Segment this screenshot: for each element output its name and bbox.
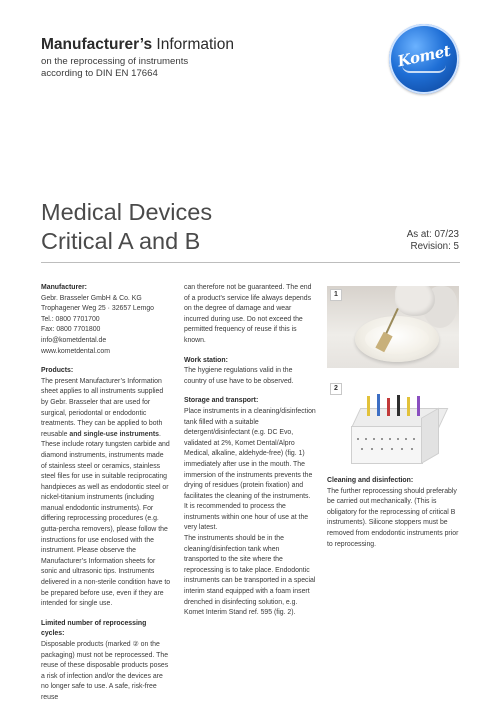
manufacturer-heading: Manufacturer: [41,284,87,291]
continued-text: can therefore not be guaranteed. The end of a product’s service life always depends on the degree of damage and wear incurred during use. Do not exceed the permitted frequency of reuse if this is known. [184,284,312,344]
gloved-hand [395,286,435,316]
instrument-handle [397,395,400,416]
instrument-handle [387,398,390,416]
manufacturer-line: Fax: 0800 7701800 [41,326,101,334]
instrument-handle [407,397,410,416]
storage-heading: Storage and transport: [184,397,259,405]
disinfectant-fluid [365,324,429,354]
logo-text: Komet [395,41,453,71]
stand-hole [411,448,413,450]
stand-front [351,426,423,464]
stand-hole [361,448,363,450]
manufacturer-line: Trophagener Weg 25 · 32657 Lemgo [41,305,155,313]
figure-1-label: 1 [330,289,342,301]
stand-hole [381,448,383,450]
manufacturer-line: Gebr. Brasseler GmbH & Co. KG [41,294,142,302]
cleaning-text: The further reprocessing should preferably be carried out mechanically. (This is obligatory for the reprocessing of critical B instruments). Silicone stoppers must be removed from endodontic instruments prior to reprocessing. [327,487,459,548]
stand-hole [405,438,407,440]
stand-hole [391,448,393,450]
title-rest: Information [152,36,234,53]
instrument-handle [377,394,380,416]
cleaning-heading: Cleaning and disinfection: [327,477,414,484]
column-3 [327,476,459,550]
storage-text: Place instruments in a cleaning/disinfection tank filled with a suitable detergent/disinfectant (e.g. DC Evo, validated at 2%, Komet Dental/Alpro Medical, alkaline, aldehyde-free) (fig. 1) immediately after use in the mouth. The immersion of the instruments prevents the drying of residues (protein fixation) and facilitates the cleaning of the instruments. It is recommended to process the instruments within one hour of use at the very latest. [184,407,316,532]
revision: Revision: 5 [410,241,459,252]
limited-cycles-text: Disposable products (marked ② on the packaging) must not be reprocessed. The reuse of these disposable products poses a risk of infection and/or the devices are no longer safe to use. A safe, risk-free reuse [41,641,169,701]
products-text-bold: and single-use instruments [69,430,159,438]
stand-side [421,408,439,464]
figure-2-photo [327,380,459,470]
limited-cycles-heading: Limited number of reprocessing cycles: [41,619,147,638]
products-heading: Products: [41,367,74,375]
products-text [41,377,171,610]
work-station-heading: Work station: [184,356,228,364]
stand-hole [365,438,367,440]
column-2 [184,283,316,619]
stand-hole [413,438,415,440]
logo-swoosh [402,65,446,73]
doc-title-line-2: Critical A and B [41,228,201,254]
manufacturer-line: info@kometdental.de [41,336,107,344]
manufacturer-line: Tel.: 0800 7701700 [41,315,100,323]
products-text-a: The present Manufacturer’s Information sheet applies to all instruments supplied by Gebr. Brasseler that are used for surgical, periodontal or endodontic treatments. They can be applied to both reusable [41,377,164,438]
interim-stand [351,408,437,464]
subtitle-line-2: according to DIN EN 17664 [41,68,158,79]
figure-1-photo [327,286,459,368]
stand-hole [357,438,359,440]
instrument-handle [367,396,370,416]
stand-hole [373,438,375,440]
doc-title-line-1: Medical Devices [41,199,213,225]
stand-hole [401,448,403,450]
as-at-date: As at: 07/23 [406,229,459,240]
subtitle-line-1: on the reprocessing of instruments [41,56,189,67]
column-1 [41,283,171,704]
stand-hole [389,438,391,440]
figure-2-label: 2 [330,383,342,395]
document-type-title [41,36,234,54]
work-station-text: The hygiene regulations valid in the country of use have to be observed. [184,367,294,385]
stand-hole [381,438,383,440]
products-text-b: . These include rotary tungsten carbide and diamond instruments, instruments made of stainless steel or ceramics, stainless steel files for use in suitable reciprocating handpieces as well as endodontic steel or nickel-titanium instruments (including manual endodontic instruments). For differing reprocessing procedures (e.g. gutta-percha removers), please follow the instructions for use enclosed with the instrument. Please observe the Manufacturer’s Information sheets for sonic and ultrasonic tips. Instruments delivered in a non-sterile condition have to be prepared before use, even if they are intended for single use. [41,430,171,608]
title-bold: Manufacturer’s [41,36,153,53]
instrument-handle [417,396,420,416]
stand-hole [371,448,373,450]
divider [41,262,460,263]
komet-logo [389,24,459,94]
manufacturer-line: www.kometdental.com [41,347,110,355]
stand-hole [397,438,399,440]
storage-text-2: The instruments should be in the cleaning/disinfection tank when transported to the site where the reprocessing is to take place. Endodontic instruments can be transported in a special interim stand equipped with a foam insert drenched in disinfecting solution, e.g. Komet Interim Stand ref. 595 (fig. 2). [184,535,316,617]
